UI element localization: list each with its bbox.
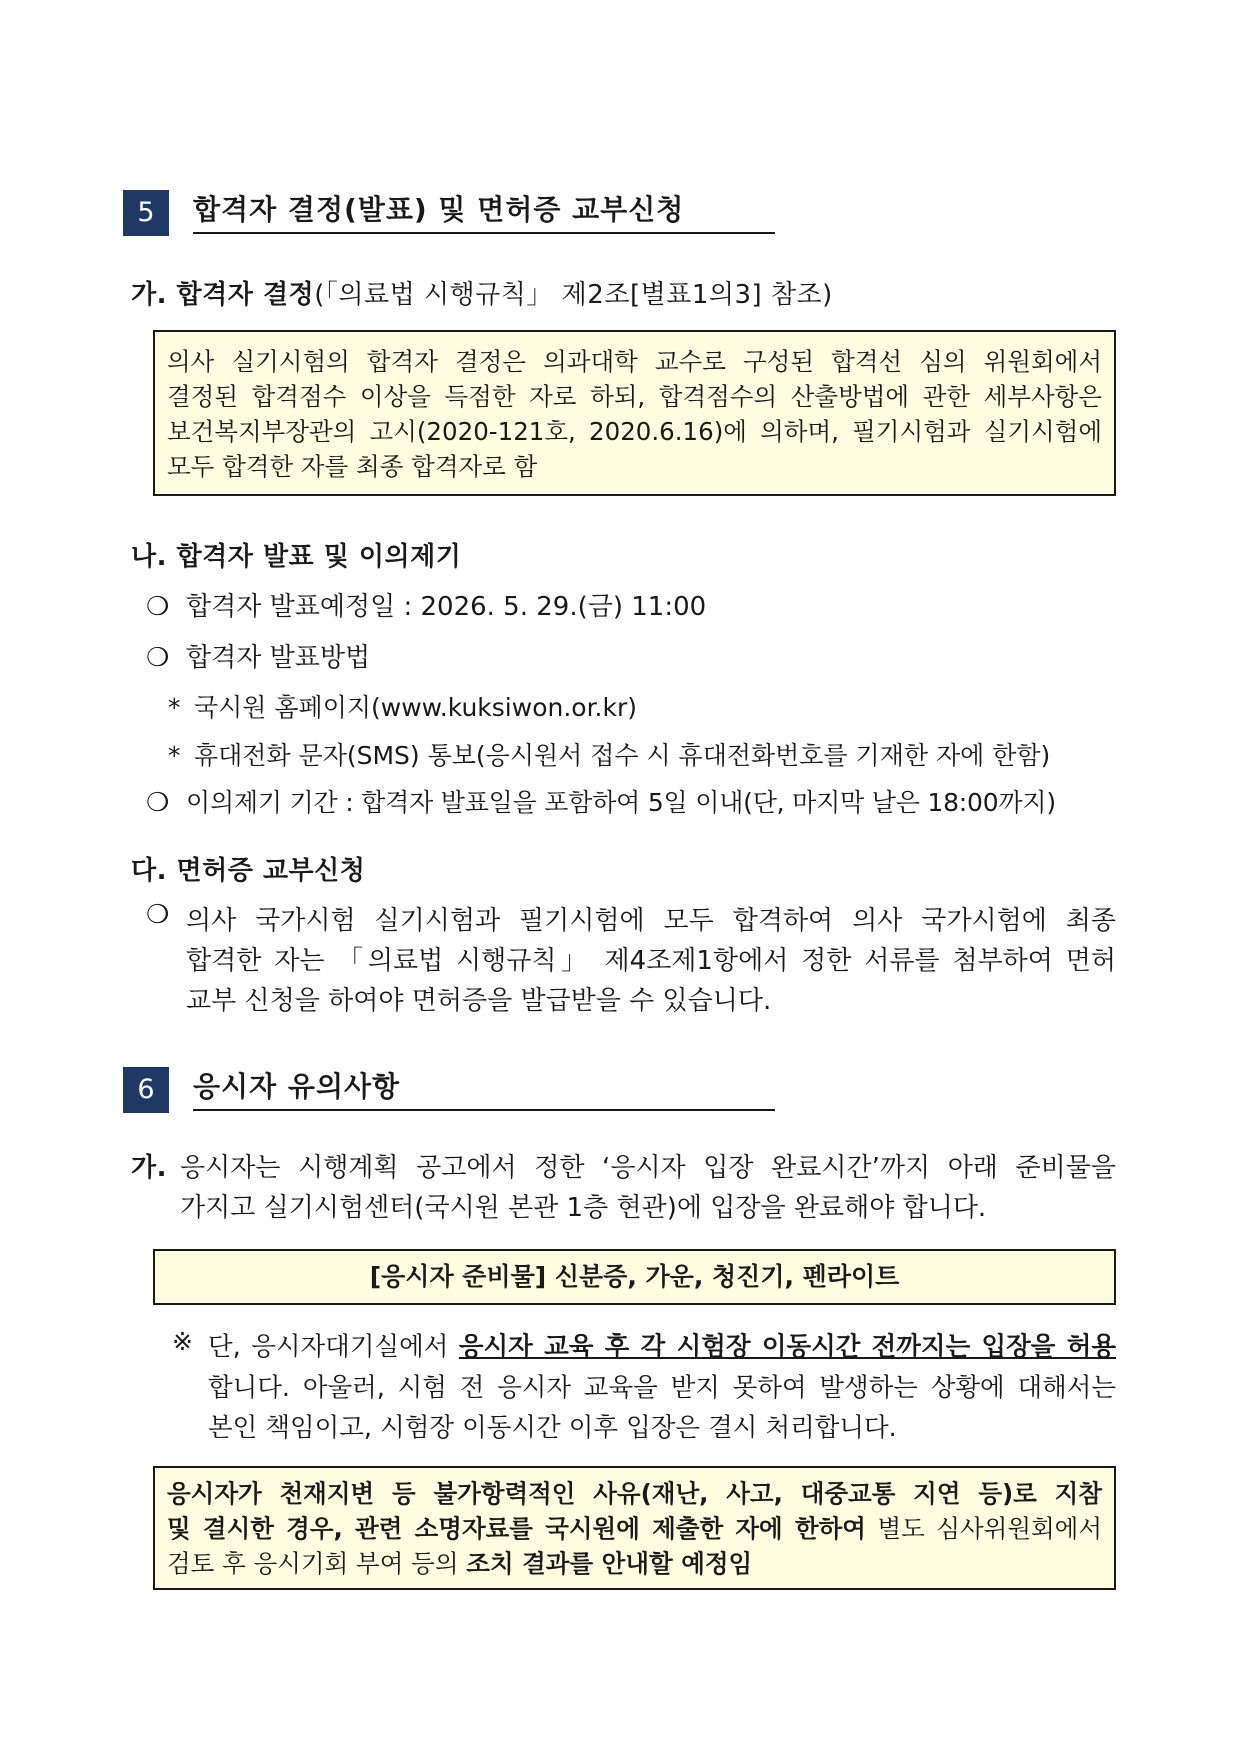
announcement-date-item <box>146 586 706 623</box>
force-majeure-line-2-bold: 및 결시한 경우, 관련 소명자료를 국시원에 제출한 자에 한하여 <box>167 1514 866 1543</box>
bullet-circle-icon: ❍ <box>146 900 170 930</box>
license-bullet <box>146 900 186 930</box>
section-6-title: 응시자 유의사항 <box>193 1069 775 1111</box>
method-sms-text: 휴대전화 문자(SMS) 통보(응시원서 접수 시 휴대전화번호를 기재한 자에 한함) <box>194 741 1051 770</box>
supplies-box: [응시자 준비물] 신분증, 가운, 청진기, 펜라이트 <box>153 1249 1116 1305</box>
note-line-2: 합니다. 아울러, 시험 전 응시자 교육을 받지 못하여 발생하는 상황에 대해서는 <box>208 1373 1116 1403</box>
pass-decision-line: 의사 실기시험의 합격자 결정은 의과대학 교수로 구성된 합격선 심의 위원회에서 <box>167 347 1102 376</box>
pass-decision-line: 모두 합격한 자를 최종 합격자로 함 <box>167 452 538 481</box>
subsection-5b-title: 나. 합격자 발표 및 이의제기 <box>131 542 462 572</box>
announcement-method-item <box>146 637 370 674</box>
reference-mark-icon: ※ <box>172 1327 193 1356</box>
force-majeure-line-2-rest: 별도 심사위원회에서 <box>865 1514 1103 1543</box>
force-majeure-line-3-bold: 조치 결과를 안내할 예정임 <box>466 1549 753 1578</box>
license-line: 합격한 자는 「의료법 시행규칙」 제4조제1항에서 정한 서류를 첨부하여 면허 <box>186 946 1116 976</box>
subsection-5a-title-bold: 가. 합격자 결정 <box>131 280 315 310</box>
method-homepage-text: 국시원 홈페이지(www.kuksiwon.or.kr) <box>194 693 638 722</box>
section-5-number: 5 <box>123 190 169 236</box>
method-sms-item <box>168 736 1050 772</box>
bullet-circle-icon: ❍ <box>146 643 170 673</box>
method-homepage-item <box>168 688 637 724</box>
objection-period-text: 이의제기 기간 : 합격자 발표일을 포함하여 5일 이내(단, 마지막 날은 18:00까지) <box>186 788 1056 817</box>
subsection-5c-title: 다. 면허증 교부신청 <box>131 856 366 886</box>
asterisk-icon: * <box>168 741 181 770</box>
subsection-5a-title <box>131 274 833 311</box>
announcement-method-text: 합격자 발표방법 <box>186 643 371 673</box>
pass-decision-box <box>153 330 1116 496</box>
license-line: 교부 신청을 하여야 면허증을 발급받을 수 있습니다. <box>186 986 772 1016</box>
force-majeure-line-3 <box>167 1546 1102 1581</box>
note-line-1-plain: 단, 응시자대기실에서 <box>208 1332 459 1362</box>
section-6-number: 6 <box>123 1067 169 1113</box>
pass-decision-line: 결정된 합격점수 이상을 득점한 자로 하되, 합격점수의 산출방법에 관한 세부사항은 <box>167 382 1102 411</box>
subsection-6a-label: 가. <box>131 1153 167 1183</box>
section-5-title: 합격자 결정(발표) 및 면허증 교부신청 <box>193 192 775 234</box>
entry-line: 응시자는 시행계획 공고에서 정한 ‘응시자 입장 완료시간’까지 아래 준비물을 <box>180 1153 1116 1183</box>
note-line-3: 본인 책임이고, 시험장 이동시간 이후 입장은 결시 처리합니다. <box>208 1413 897 1443</box>
force-majeure-line-3-plain: 검토 후 응시기회 부여 등의 <box>167 1549 467 1578</box>
bullet-circle-icon: ❍ <box>146 592 170 622</box>
force-majeure-line-1: 응시자가 천재지변 등 불가항력적인 사유(재난, 사고, 대중교통 지연 등)로 지참 <box>167 1479 1102 1508</box>
force-majeure-line-2 <box>167 1511 1102 1546</box>
subsection-5a-title-reference: (「의료법 시행규칙」 제2조[별표1의3] 참조) <box>314 280 833 310</box>
asterisk-icon: * <box>168 693 181 722</box>
force-majeure-box <box>153 1466 1116 1590</box>
entry-line: 가지고 실기시험센터(국시원 본관 1층 현관)에 입장을 완료해야 합니다. <box>180 1193 987 1223</box>
announcement-date-text: 합격자 발표예정일 : 2026. 5. 29.(금) 11:00 <box>186 592 707 622</box>
note-line-1-underlined: 응시자 교육 후 각 시험장 이동시간 전까지는 입장을 허용 <box>458 1332 1117 1362</box>
bullet-circle-icon: ❍ <box>146 788 170 818</box>
pass-decision-line: 보건복지부장관의 고시(2020-121호, 2020.6.16)에 의하며, 필기시험과 실기시험에 <box>167 417 1102 446</box>
license-line: 의사 국가시험 실기시험과 필기시험에 모두 합격하여 의사 국가시험에 최종 <box>186 906 1116 936</box>
note-line-1 <box>208 1327 1116 1363</box>
objection-period-item <box>146 783 1116 819</box>
